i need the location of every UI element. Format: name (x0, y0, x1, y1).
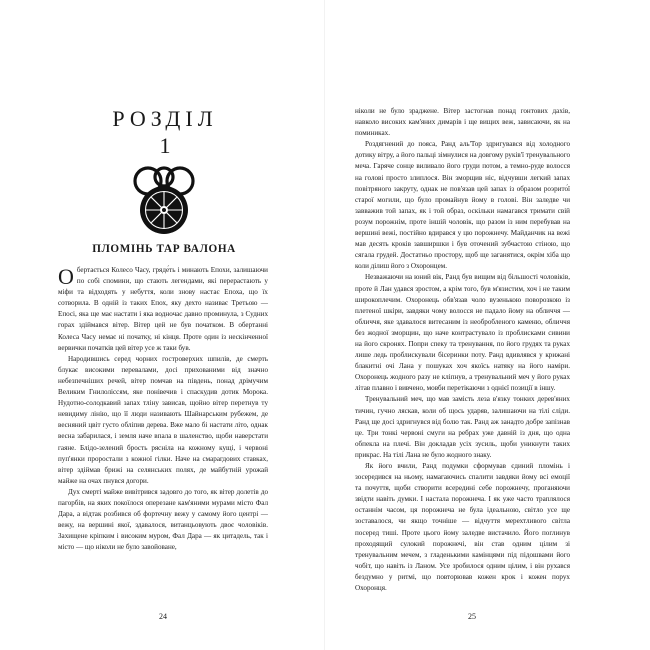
paragraph (58, 265, 268, 354)
right-body-text (355, 106, 570, 606)
paragraph: Роздягнений до пояса, Ранд аль'Тор здригувався від холодного дотику вітру, а його пальці зімнулися на довгому руків'ї тренувального меча. Гаряче сонце виливало його груди потом, а темно-руде волосся на голові просто злиплося. Він зморщив ніс, відчувши легкий запах повітряного закруту, однак не пов'язав цей запах із образом роэрито́ї старої могили, що було промайнув йому в голові. Він заледве чи завважив той запах, як і той образ, оскільки намагався тримати свій розум порожнім, проте іншій чоловік, що разом із ним перебував на вершині вежі, постійно вдирався у цю порожнечу. Майданчик на вежі мав десять кроків завширшки і був оточений зубчастою стіною, що сягала грудей. Достатньо простору, щоб ще заганятися, окрім хіба що коли ділиш його з Охоронцем. (355, 140, 570, 271)
chapter-label: РОЗДІЛ (112, 106, 218, 131)
chapter-title: ПЛОМІНЬ ТАР ВАЛОНА (92, 243, 236, 255)
paragraph: ніколи не було зраджене. Вітер застогнав понад гонтових дахів, навколо високих кам'яних димарів і ще вищих веж, зависаючи, як на поминиках. (355, 107, 570, 138)
paragraph: Тренувальний меч, що мав замість леза в'язку тонких дерев'яних тичин, гучно ляскав, коли об щось ударяв, залишаючи на тілі сліди. Ранд ще досі здригнувся від болю так. Ранд аж занадто добре запізнав це. Три тонкі червоні смуги на ребрах уже давній із дня, що одна обпекла на плечі. Він докладав усіх зусиль, щоби уникнути таких прикрас. На тілі Лана не було жодного знаку. (355, 395, 570, 459)
wheel-and-serpent-rings-icon (131, 166, 197, 236)
paragraph: Як його вчили, Ранд подумки сформував єдиний пломінь і зосередився на ньому, намагаючись спалити завдяки йому всі емоції та почуття, щоби створити всередині себе порожнечу, проганяючи звідти навіть думки. І настала порожнеча. І як уже часто траплялося останнім часом, ця порожнеча не була ідеальною, світло усе ще зоставалося, чи якщо точніше — відчуття мерехтливого світла посеред тиші. Проте цього йому заледве вистачило. Його поглинув проходящий сулокий порожнечі, він став одним цілим зі тренувальним мечем, з гладенькими камінцями під підошвами його чобіт, що навіть із Ланом. Усе зробилося одним цілим, і він рухався бездумно у ритмі, що повторював кожен крок і кожен порух Охоронця. (355, 462, 570, 593)
dropcap: О (58, 265, 74, 289)
page-number-left: 24 (159, 612, 167, 621)
left-body-text (58, 265, 268, 610)
paragraph: Народившись серед чорних гостроверхих шпилів, де смерть блукає високими перевалами, досі прихованими від значно небезпечніших речей, вітер помчав на південь, понад дрімучим Великим Гнилоліссям, яке понівечив і спаскудив дотик Морока. Нудотно-солодкавий запах тліну зависав, щойно вітер перетнув ту невидиму лінію, що її люди називають Шайнарським рубежем, де весняний цвіт густо обліпив дерева. Вже мало бі настати літо, однак весна забарилася, і земля наче впала в шаленство, щоби наверстати гаяне. Блідо-зелений брость рясніла на кожному кущі, і червоні пуп'янки проростали з кожної гілки. Наче на смарагдових ставках, вітер здіймав брижі на селянських полях, де майбутній урожай майже на очах пнувся догори. (58, 354, 268, 485)
paragraph: Незважаючи на юний вік, Ранд був вищим від більшості чоловіків, проте й Лан удався зростом, а крім того, був м'язистим, хоч і не таким широкоплечим. Охоронець обв'язав чоло вузенькою поворозкою із плетеної шкіри, завдяки чому волосся не падало йому на обличчя — обличчя, яке здавалося витесаним із необробленого каменю, обличчя без жодної зморщин, що наче контрастувало із проблисками сивини на його скронях. Попри спеку та тренування, по його грудях та руках лише ледь проблискували бісеринки поту. Ранд вдивлявся у крижані блакитні очі Лана у пошуках хоч якоїсь натяку на його наміри. Охоронець жодного разу не кліпнув, а тренувальний меч у його руках літав плавно і вивчено, мовби перетікаючи з однієї позиції в іншу. (355, 273, 570, 393)
page-number-right: 25 (468, 612, 476, 621)
chapter-number: 1 (159, 133, 171, 158)
paragraph-text: бертається Колесо Часу, гряде́ть і минають Епохи, залишаючи по собі спомини, що стають легендами, які перерастають у міфи та відходять у небуття, коли знову настає Епоха, що їх сотворила. В одній із таких Епох, яку дехто називає Третьою — Епосі, яка ще має настати і яка водночас давно проминула, з Судних горах здіймався вітер. Вітер цей не був початком. В обертанні Колеса Часу немає ні початку, ні кінця. Проте один із нескінченної вервички початків цей вітер усе ж таки був. (58, 266, 268, 352)
paragraph: Дух смерті майже вивітрився задовго до того, як вітер долетів до пагорбів, на яких покоїлося оперезане кам'яними мурами місто Фал Дара, а відтак розбився об фортечну вежу у самому його центрі — вежу, на вершині якої, здавалося, витанцьовують двоє чоловіків. Захищене кріпким і високим муром, Фал Дара — як цитадель, так і місто — що ніколи не було завойоване, (58, 487, 268, 552)
